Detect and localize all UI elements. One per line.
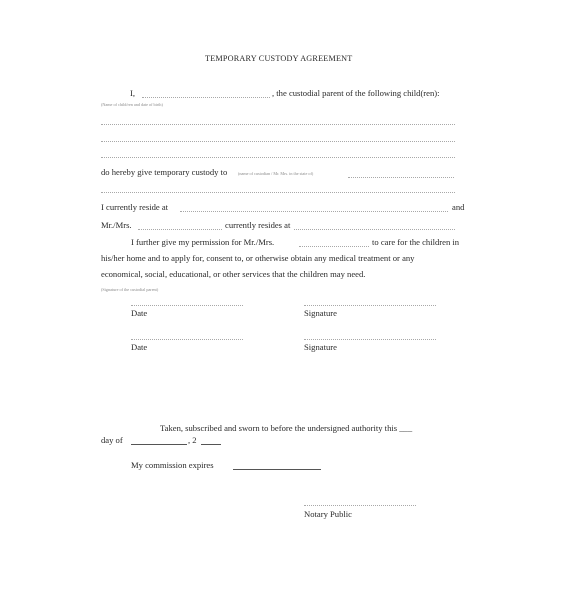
document-title: TEMPORARY CUSTODY AGREEMENT [205,54,353,63]
child-line-3 [101,157,455,158]
intro-line: , the custodial parent of the following child(ren): [272,88,440,98]
date-label-1: Date [131,308,148,318]
permission-name-blank [299,246,369,247]
children-hint: (Name of child/ren and date of birth) [101,102,163,107]
notary-signature-line [304,505,416,506]
permission-line-3: economical, social, educational, or other services that the children may need. [101,269,366,279]
sworn-day-of: day of [101,435,123,445]
custodian-address-blank [294,229,455,230]
sworn-month-blank [131,444,187,445]
child-line-2 [101,141,455,142]
date-line-1 [131,305,243,306]
custody-hint: (name of custodian / Mr. Mrs. in the state of) [238,171,314,176]
permission-text-start: I further give my permission for Mr./Mrs. [131,237,275,247]
custodian-line-2 [101,192,455,193]
parent-name-blank [142,97,270,98]
commission-text: My commission expires [131,460,214,470]
mr-mrs-label: Mr./Mrs. [101,220,132,230]
reside-and: and [452,202,465,212]
child-line-1 [101,124,455,125]
date-line-2 [131,339,243,340]
reside-text: I currently reside at [101,202,169,212]
signature-hint: (Signature of the custodial parent) [101,287,159,292]
notary-label: Notary Public [304,509,352,519]
permission-line-2: his/her home and to apply for, consent to, or otherwise obtain any medical treatment or any [101,253,415,263]
sworn-year: , 2 [188,435,197,445]
currently-resides-text: currently resides at [225,220,291,230]
date-label-2: Date [131,342,148,352]
signature-label-1: Signature [304,308,337,318]
give-custody-text: do hereby give temporary custody to [101,167,228,177]
custodian-name-blank [138,229,222,230]
custodian-blank [348,177,454,178]
parent-address-blank [180,211,448,212]
commission-blank [233,469,321,470]
sworn-year-blank [201,444,221,445]
permission-text-end: to care for the children in [372,237,460,247]
signature-line-1 [304,305,436,306]
signature-line-2 [304,339,436,340]
intro-pronoun: I, [130,88,136,98]
sworn-line-1: Taken, subscribed and sworn to before the undersigned authority this ___ [160,423,413,433]
signature-label-2: Signature [304,342,337,352]
